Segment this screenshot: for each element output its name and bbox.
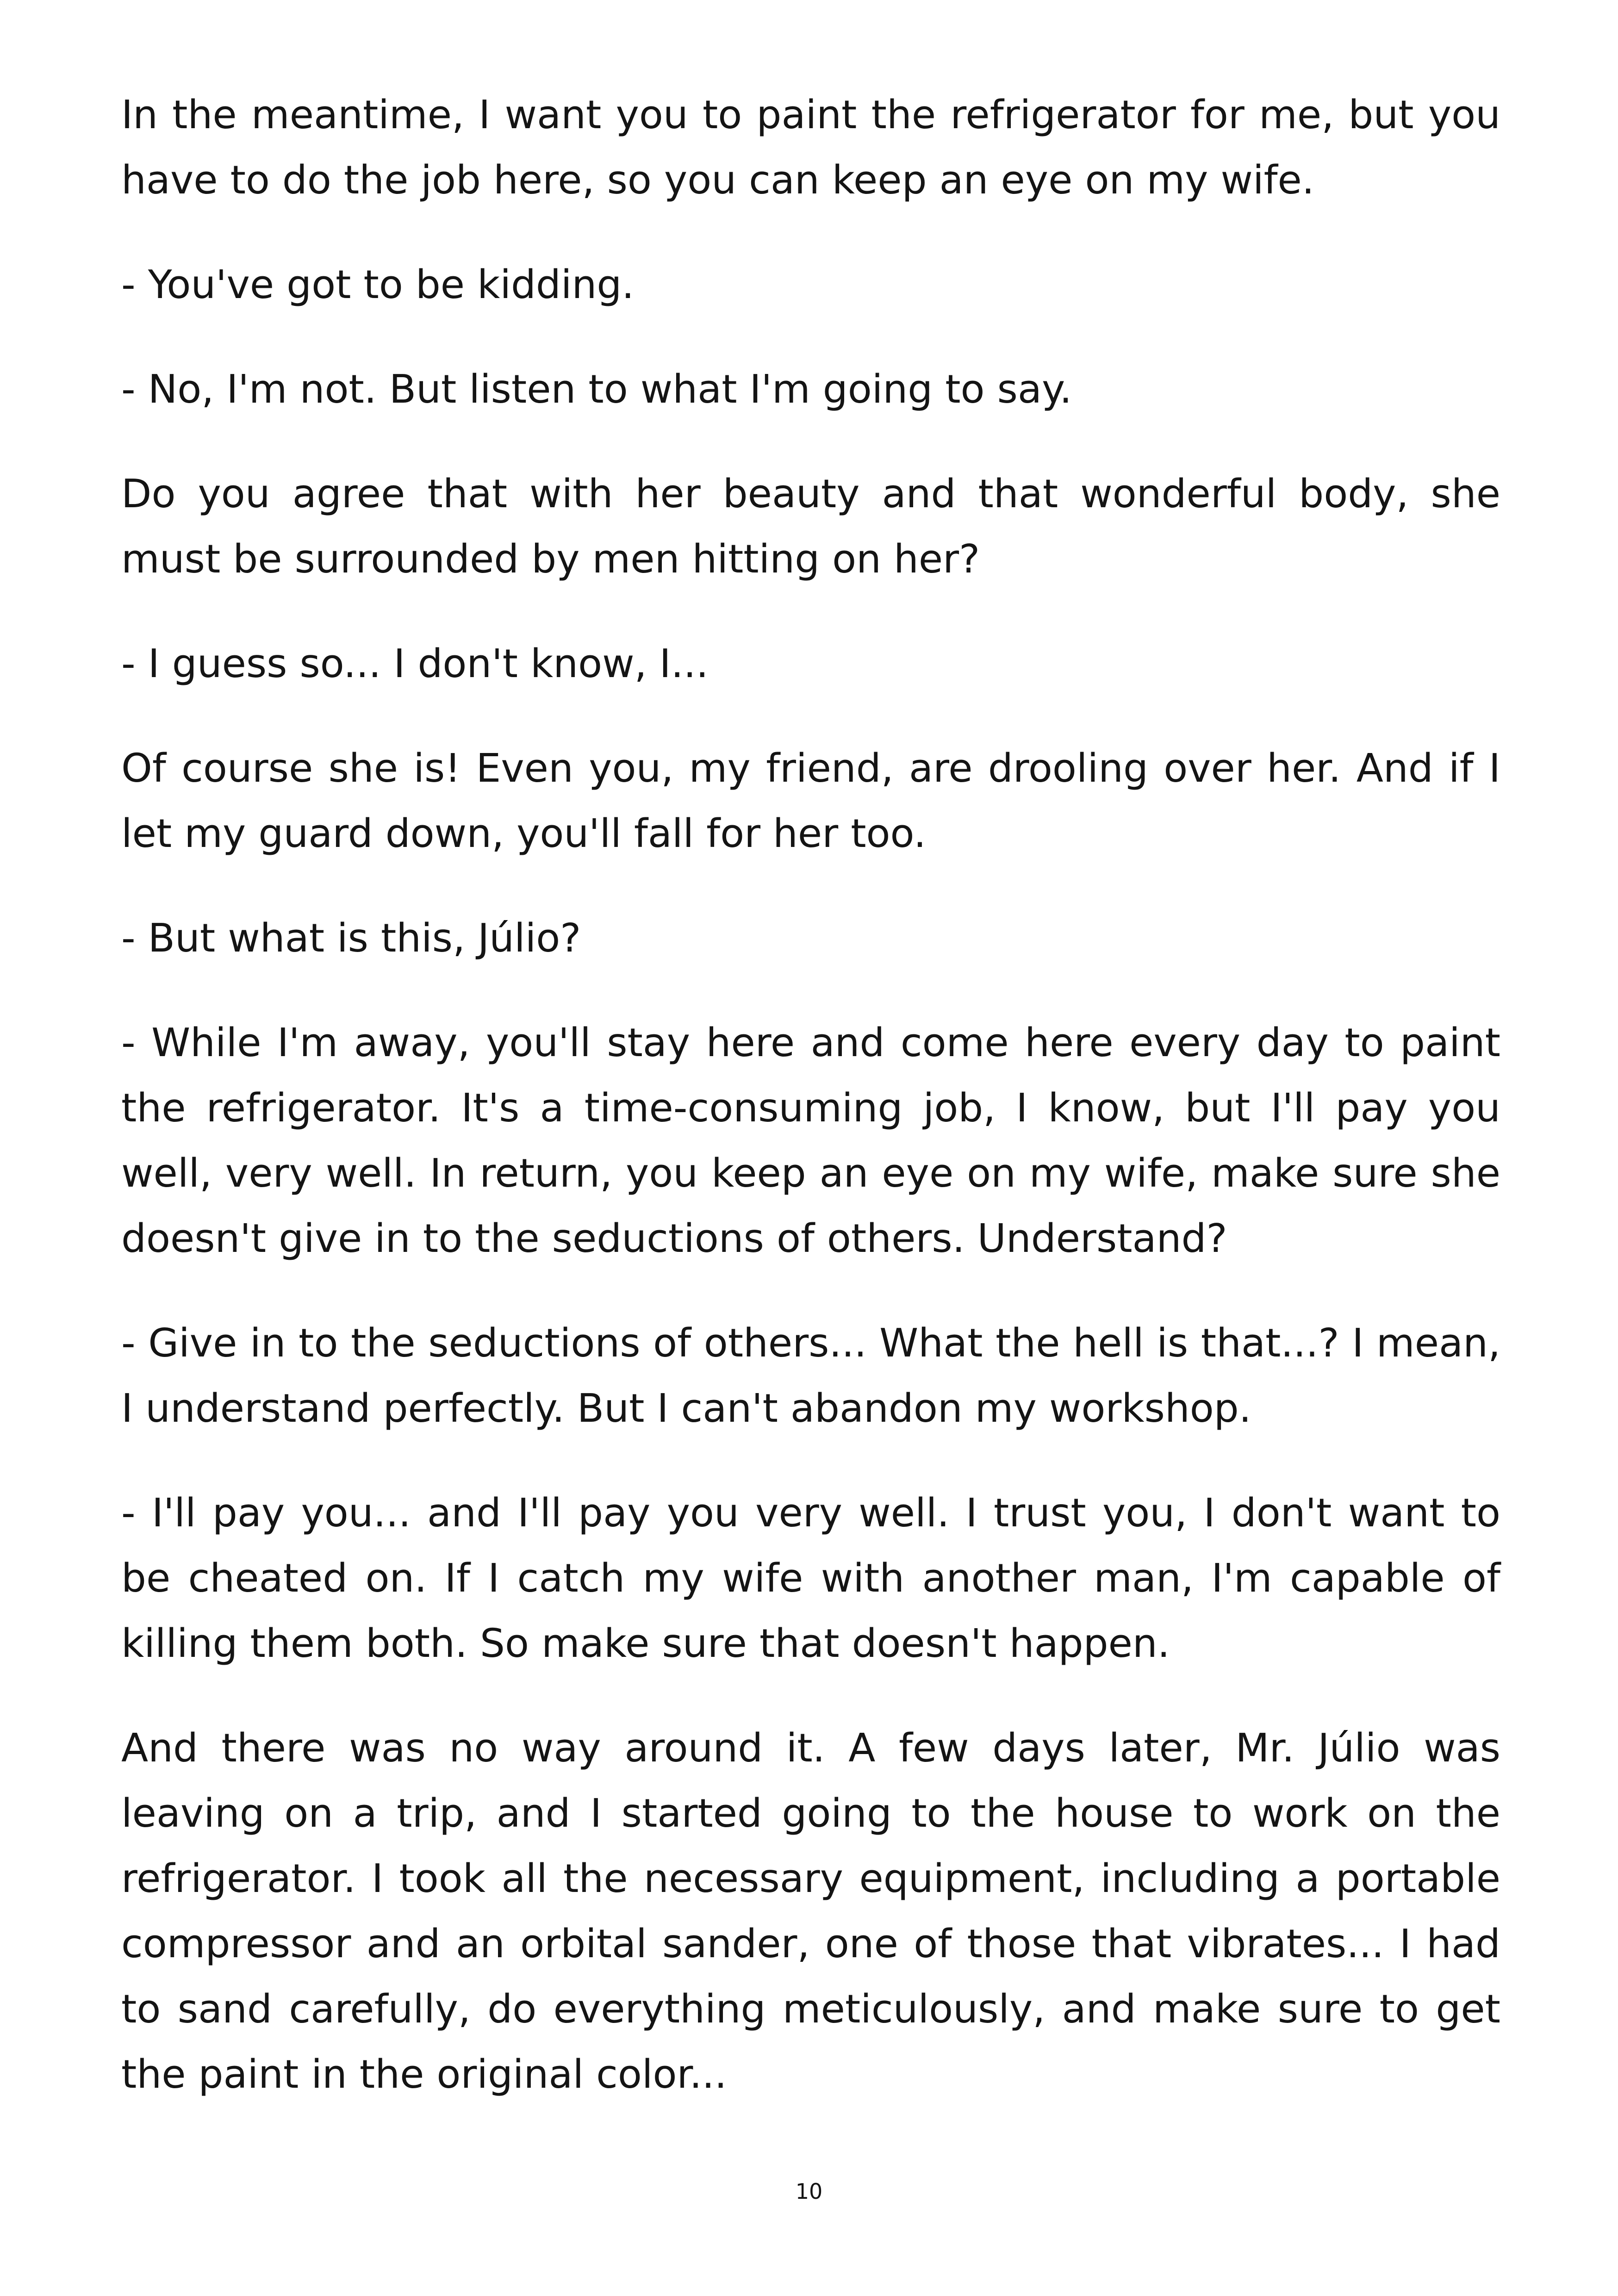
- paragraph: Do you agree that with her beauty and that wonderful body, she must be surrounded by men hitting on her?: [121, 471, 1500, 582]
- page-number: 10: [795, 2179, 823, 2204]
- paragraph: - No, I'm not. But listen to what I'm going to say.: [121, 367, 1072, 412]
- paragraph: - But what is this, Júlio?: [121, 915, 581, 961]
- paragraph: In the meantime, I want you to paint the refrigerator for me, but you have to do the job here, so you can keep an eye on my wife.: [121, 92, 1500, 203]
- paragraph: - I'll pay you... and I'll pay you very well. I trust you, I don't want to be cheated on. If I catch my wife with another man, I'm capable of killing them both. So make sure that doesn't happen.: [121, 1490, 1500, 1667]
- body-text: [121, 82, 1500, 2147]
- paragraph: - I guess so... I don't know, I...: [121, 641, 709, 687]
- paragraph: - While I'm away, you'll stay here and come here every day to paint the refrigerator. It's a time-consuming job, I know, but I'll pay you well, very well. In return, you keep an eye on my wife, make sure she doesn't give in to the seductions of others. Understand?: [121, 1020, 1500, 1262]
- paragraph: Of course she is! Even you, my friend, are drooling over her. And if I let my guard down, you'll fall for her too.: [121, 746, 1500, 857]
- paragraph: - You've got to be kidding.: [121, 262, 635, 308]
- paragraph: - Give in to the seductions of others... What the hell is that...? I mean, I understand perfectly. But I can't abandon my workshop.: [121, 1320, 1500, 1431]
- paragraph: And there was no way around it. A few days later, Mr. Júlio was leaving on a trip, and I started going to the house to work on the refrigerator. I took all the necessary equipment, including a portable compressor and an orbital sander, one of those that vibrates... I had to sand carefully, do everything meticulously, and make sure to get the paint in the original color...: [121, 1725, 1500, 2097]
